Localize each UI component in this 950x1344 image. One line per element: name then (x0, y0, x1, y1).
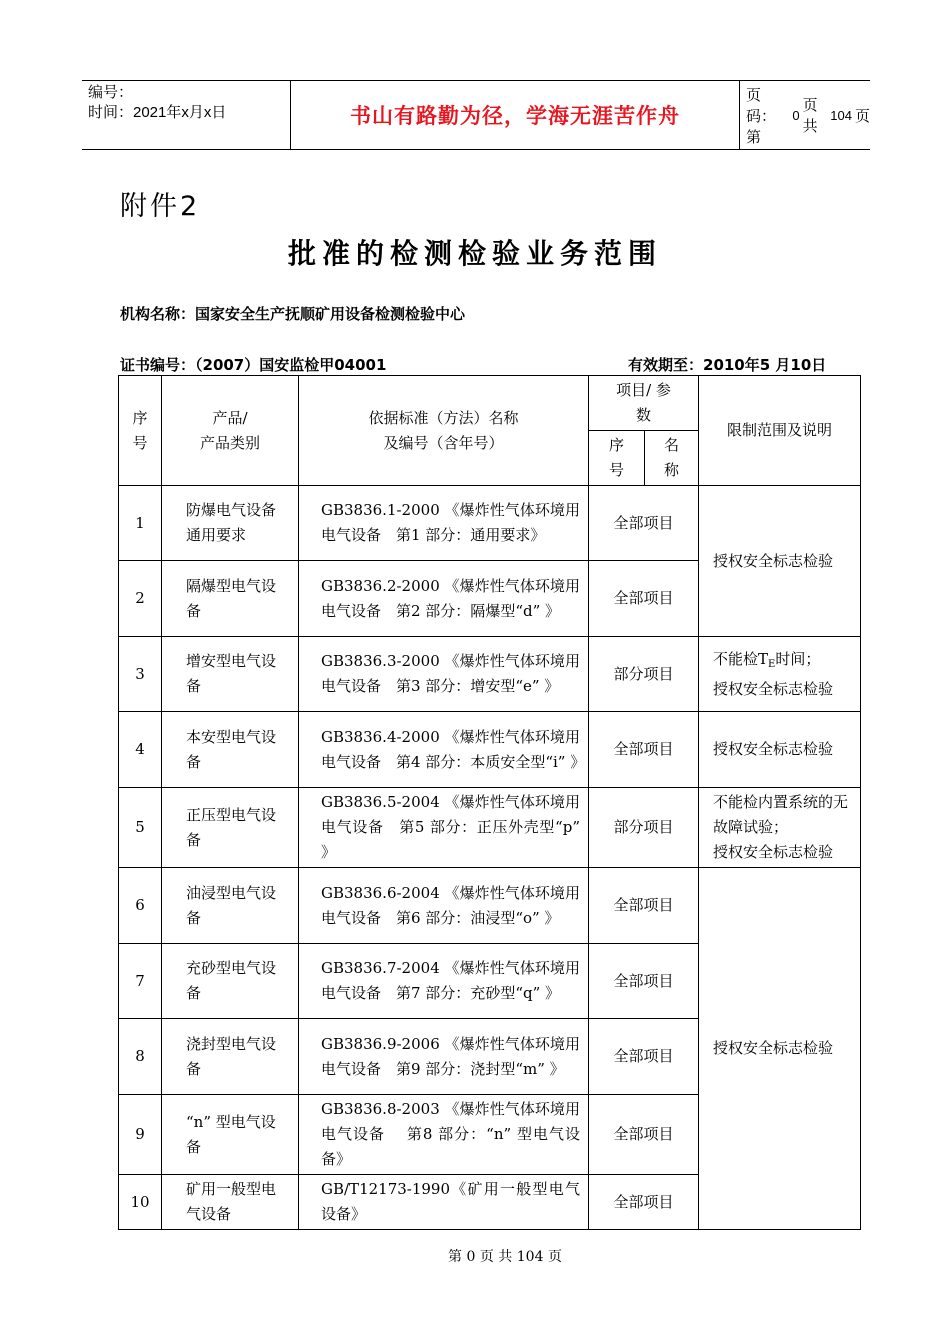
page-mid: 页 共 (802, 97, 818, 135)
table-row (119, 868, 861, 944)
row-product: 油浸型电气设备 (162, 868, 299, 944)
page-header (82, 80, 870, 150)
row-no: 3 (119, 637, 162, 712)
header-param-no: 序 号 (589, 431, 645, 486)
row-limit: 授权安全标志检验 (699, 868, 861, 1230)
row-product: 隔爆型电气设备 (162, 561, 299, 637)
page-number: 0 (792, 107, 800, 123)
row-standard: GB3836.6-2004 《爆炸性气体环境用电气设备 第6 部分：油浸型“o” 》 (299, 868, 589, 944)
time-label: 时间：2021年x月x日 (88, 104, 227, 121)
table-row (119, 637, 861, 712)
header-meta (88, 83, 288, 123)
row-no: 2 (119, 561, 162, 637)
page-prefix: 页码：第 (746, 86, 777, 146)
row-no: 7 (119, 944, 162, 1019)
scope-table (118, 375, 861, 1230)
row-product: 正压型电气设备 (162, 788, 299, 868)
row-standard: GB3836.8-2003 《爆炸性气体环境用电气设备 第8 部分：“n” 型电气设备》 (299, 1095, 589, 1175)
header-param-name: 名 称 (645, 431, 699, 486)
row-no: 4 (119, 712, 162, 788)
table-row (119, 486, 861, 561)
footer-page-total: 104 (516, 1249, 544, 1265)
row-item: 全部项目 (589, 1019, 699, 1095)
row-product: 本安型电气设备 (162, 712, 299, 788)
table-row (119, 788, 861, 868)
header-no: 序 号 (119, 376, 162, 486)
row-standard: GB3836.4-2000 《爆炸性气体环境用电气设备 第4 部分：本质安全型“i” 》 (299, 712, 589, 788)
row-item: 全部项目 (589, 1095, 699, 1175)
row-no: 9 (119, 1095, 162, 1175)
header-params: 项目/ 参 数 (589, 376, 699, 431)
row-no: 5 (119, 788, 162, 868)
header-standard: 依据标准（方法）名称 及编号（含年号） (299, 376, 589, 486)
row-item: 全部项目 (589, 486, 699, 561)
table-row (119, 712, 861, 788)
row-standard: GB3836.5-2004 《爆炸性气体环境用电气设备 第5 部分：正压外壳型“p” 》 (299, 788, 589, 868)
page-total: 104 (830, 107, 852, 123)
row-limit: 授权安全标志检验 (699, 712, 861, 788)
row-no: 6 (119, 868, 162, 944)
row-product: 浇封型电气设备 (162, 1019, 299, 1095)
serial-label: 编号： (88, 84, 134, 101)
footer-page-number: 0 (466, 1249, 476, 1265)
attachment-label: 附件2 (120, 191, 201, 222)
page-footer: 第 0 页 共 104 页 (448, 1249, 562, 1265)
page-title: 批准的检测检验业务范围 (287, 237, 662, 270)
row-product: 矿用一般型电气设备 (162, 1175, 299, 1230)
row-no: 1 (119, 486, 162, 561)
row-item: 全部项目 (589, 561, 699, 637)
row-item: 部分项目 (589, 788, 699, 868)
page-suffix: 页 (854, 107, 870, 125)
row-item: 全部项目 (589, 944, 699, 1019)
row-product: 充砂型电气设备 (162, 944, 299, 1019)
row-item: 全部项目 (589, 868, 699, 944)
row-item: 全部项目 (589, 1175, 699, 1230)
row-product: “n” 型电气设备 (162, 1095, 299, 1175)
row-no: 8 (119, 1019, 162, 1095)
motto: 书山有路勤为径，学海无涯苦作舟 (350, 103, 680, 128)
row-no: 10 (119, 1175, 162, 1230)
row-item: 部分项目 (589, 637, 699, 712)
row-standard: GB3836.1-2000 《爆炸性气体环境用电气设备 第1 部分：通用要求》 (299, 486, 589, 561)
row-standard: GB3836.2-2000 《爆炸性气体环境用电气设备 第2 部分：隔爆型“d” 》 (299, 561, 589, 637)
header-limit: 限制范围及说明 (699, 376, 861, 486)
row-limit: 不能检$T_E$时间； 授权安全标志检验 (699, 637, 861, 712)
row-item: 全部项目 (589, 712, 699, 788)
row-standard: GB/T12173-1990《矿用一般型电气设备》 (299, 1175, 589, 1230)
row-standard: GB3836.9-2006 《爆炸性气体环境用电气设备 第9 部分：浇封型“m” 》 (299, 1019, 589, 1095)
row-product: 防爆电气设备通用要求 (162, 486, 299, 561)
org-name: 机构名称：国家安全生产抚顺矿用设备检测检验中心 (120, 305, 466, 323)
cert-number: 证书编号：（2007）国安监检甲04001 (120, 356, 387, 374)
row-standard: GB3836.7-2004 《爆炸性气体环境用电气设备 第7 部分：充砂型“q” 》 (299, 944, 589, 1019)
row-limit: 授权安全标志检验 (699, 486, 861, 637)
valid-until: 有效期至：2010年5 月10日 (628, 356, 827, 374)
header-motto-box (290, 81, 740, 149)
row-standard: GB3836.3-2000 《爆炸性气体环境用电气设备 第3 部分：增安型“e” 》 (299, 637, 589, 712)
header-product: 产品/ 产品类别 (162, 376, 299, 486)
header-page-info (746, 81, 870, 149)
row-limit: 不能检内置系统的无故障试验； 授权安全标志检验 (699, 788, 861, 868)
row-product: 增安型电气设备 (162, 637, 299, 712)
